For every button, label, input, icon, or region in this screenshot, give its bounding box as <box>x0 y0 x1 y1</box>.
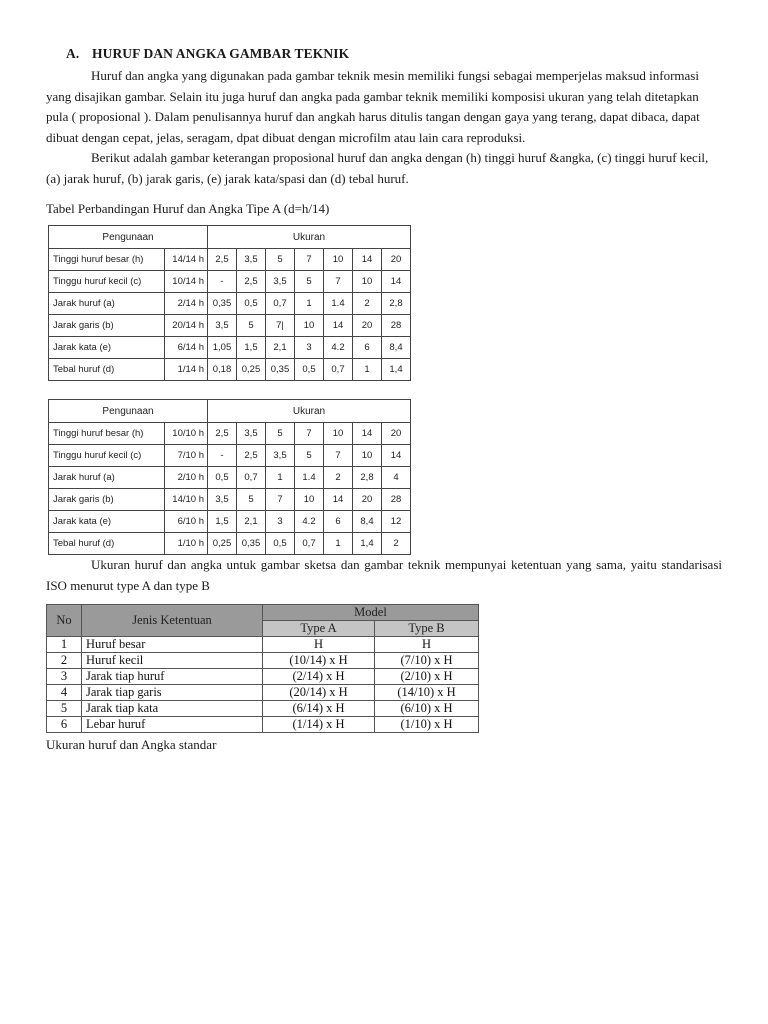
row-ratio: 7/10 h <box>165 445 208 467</box>
table-row <box>47 685 479 701</box>
table-row <box>49 511 411 533</box>
table-row <box>49 533 411 555</box>
table-row <box>47 637 479 653</box>
row-label: Jarak garis (b) <box>49 489 165 511</box>
row-label: Tebal huruf (d) <box>49 359 165 381</box>
row-value: 1 <box>295 293 324 315</box>
table-row <box>49 315 411 337</box>
header-pengunaan: Pengunaan <box>49 226 208 249</box>
row-value: 28 <box>382 489 411 511</box>
table-row <box>49 467 411 489</box>
row-value: 5 <box>295 445 324 467</box>
row-no: 5 <box>47 701 82 717</box>
row-value: 2 <box>382 533 411 555</box>
row-type-b: (2/10) x H <box>375 669 479 685</box>
row-label: Tebal huruf (d) <box>49 533 165 555</box>
row-label: Tinggi huruf besar (h) <box>49 423 165 445</box>
table-row <box>49 359 411 381</box>
row-value: 6 <box>324 511 353 533</box>
row-value: 10 <box>353 445 382 467</box>
row-label: Jarak huruf (a) <box>49 467 165 489</box>
paragraph-iso: Ukuran huruf dan angka untuk gambar sketsa dan gambar teknik mempunyai ketentuan yang sama, yaitu standarisasi ISO menurut type A dan type B <box>46 557 722 593</box>
row-ratio: 20/14 h <box>165 315 208 337</box>
row-value: 2,8 <box>353 467 382 489</box>
row-ratio: 10/14 h <box>165 271 208 293</box>
table-row <box>49 445 411 467</box>
table-row <box>49 271 411 293</box>
row-label: Jarak kata (e) <box>49 511 165 533</box>
row-value: 2,8 <box>382 293 411 315</box>
row-type-b: H <box>375 637 479 653</box>
row-value: 10 <box>295 489 324 511</box>
row-value: 5 <box>237 489 266 511</box>
row-value: 1,5 <box>208 511 237 533</box>
row-no: 1 <box>47 637 82 653</box>
row-value: 5 <box>237 315 266 337</box>
row-value: 1,05 <box>208 337 237 359</box>
header-ukuran: Ukuran <box>208 226 411 249</box>
table-row <box>47 717 479 733</box>
row-value: 2 <box>324 467 353 489</box>
header-pengunaan: Pengunaan <box>49 400 208 423</box>
row-jenis: Lebar huruf <box>82 717 263 733</box>
row-type-b: (1/10) x H <box>375 717 479 733</box>
table-row <box>49 423 411 445</box>
row-type-a: (6/14) x H <box>263 701 375 717</box>
row-ratio: 14/14 h <box>165 249 208 271</box>
table-row <box>49 293 411 315</box>
table-type-b <box>48 399 411 555</box>
table-row <box>47 669 479 685</box>
row-value: 2,5 <box>208 249 237 271</box>
row-label: Tinggi huruf besar (h) <box>49 249 165 271</box>
row-value: 3,5 <box>266 271 295 293</box>
row-value: 0,35 <box>208 293 237 315</box>
row-value: - <box>208 445 237 467</box>
section-number: A. <box>66 46 80 61</box>
row-value: 0,18 <box>208 359 237 381</box>
row-label: Tinggu huruf kecil (c) <box>49 445 165 467</box>
row-value: 10 <box>324 423 353 445</box>
row-value: 2,5 <box>208 423 237 445</box>
row-value: 2,5 <box>237 271 266 293</box>
row-value: 10 <box>324 249 353 271</box>
section-title: HURUF DAN ANGKA GAMBAR TEKNIK <box>92 46 350 61</box>
row-value: 4.2 <box>324 337 353 359</box>
row-value: 0,25 <box>208 533 237 555</box>
row-no: 4 <box>47 685 82 701</box>
row-value: 14 <box>382 445 411 467</box>
row-value: 4 <box>382 467 411 489</box>
table-caption: Tabel Perbandingan Huruf dan Angka Tipe A (d=h/14) <box>46 201 330 216</box>
row-value: 0,25 <box>237 359 266 381</box>
row-ratio: 1/14 h <box>165 359 208 381</box>
row-value: - <box>208 271 237 293</box>
row-value: 1.4 <box>295 467 324 489</box>
row-value: 7 <box>324 271 353 293</box>
document-page <box>46 46 722 753</box>
table-header-row <box>49 226 411 249</box>
row-value: 0,7 <box>295 533 324 555</box>
row-no: 6 <box>47 717 82 733</box>
row-type-b: (7/10) x H <box>375 653 479 669</box>
header-model: Model <box>263 605 479 621</box>
bottom-caption: Ukuran huruf dan Angka standar <box>46 737 217 752</box>
row-value: 14 <box>382 271 411 293</box>
paragraph-proportions: Berikut adalah gambar keterangan proposional huruf dan angka dengan (h) tinggi huruf &angka, (c) tinggi huruf kecil, (a) jarak huruf, (b) jarak garis, (e) jarak kata/spasi dan (d) tebal huruf. <box>46 150 709 186</box>
row-value: 0,5 <box>208 467 237 489</box>
table-header-row <box>49 400 411 423</box>
row-type-b: (14/10) x H <box>375 685 479 701</box>
row-value: 10 <box>295 315 324 337</box>
row-value: 1,4 <box>353 533 382 555</box>
row-value: 5 <box>266 423 295 445</box>
row-value: 0,7 <box>324 359 353 381</box>
row-type-b: (6/10) x H <box>375 701 479 717</box>
row-label: Jarak huruf (a) <box>49 293 165 315</box>
row-value: 0,5 <box>295 359 324 381</box>
row-value: 7 <box>295 423 324 445</box>
header-ukuran: Ukuran <box>208 400 411 423</box>
row-value: 7 <box>324 445 353 467</box>
row-no: 3 <box>47 669 82 685</box>
row-ratio: 14/10 h <box>165 489 208 511</box>
row-value: 3,5 <box>208 489 237 511</box>
row-jenis: Jarak tiap kata <box>82 701 263 717</box>
row-value: 1,4 <box>382 359 411 381</box>
row-value: 5 <box>295 271 324 293</box>
row-label: Jarak kata (e) <box>49 337 165 359</box>
row-value: 0,5 <box>237 293 266 315</box>
row-value: 20 <box>353 489 382 511</box>
row-type-a: H <box>263 637 375 653</box>
header-no: No <box>47 605 82 637</box>
row-no: 2 <box>47 653 82 669</box>
row-value: 3 <box>295 337 324 359</box>
table-type-a <box>48 225 411 381</box>
header-type-b: Type B <box>375 621 479 637</box>
row-value: 1 <box>266 467 295 489</box>
row-jenis: Jarak tiap garis <box>82 685 263 701</box>
row-value: 0,5 <box>266 533 295 555</box>
row-value: 3,5 <box>208 315 237 337</box>
row-value: 2,1 <box>237 511 266 533</box>
row-type-a: (2/14) x H <box>263 669 375 685</box>
row-value: 20 <box>382 423 411 445</box>
section-heading <box>66 46 722 62</box>
row-value: 5 <box>266 249 295 271</box>
row-type-a: (10/14) x H <box>263 653 375 669</box>
row-ratio: 2/10 h <box>165 467 208 489</box>
row-value: 3,5 <box>237 249 266 271</box>
row-value: 8,4 <box>353 511 382 533</box>
row-jenis: Huruf kecil <box>82 653 263 669</box>
row-value: 3,5 <box>237 423 266 445</box>
row-value: 7 <box>295 249 324 271</box>
row-label: Jarak garis (b) <box>49 315 165 337</box>
row-value: 14 <box>324 489 353 511</box>
row-ratio: 10/10 h <box>165 423 208 445</box>
row-value: 2,1 <box>266 337 295 359</box>
row-value: 1 <box>353 359 382 381</box>
row-value: 14 <box>324 315 353 337</box>
table-row <box>49 337 411 359</box>
header-jenis-ketentuan: Jenis Ketentuan <box>82 605 263 637</box>
row-value: 1,5 <box>237 337 266 359</box>
header-type-a: Type A <box>263 621 375 637</box>
row-value: 7| <box>266 315 295 337</box>
table-iso-standard <box>46 604 479 733</box>
paragraph-intro: Huruf dan angka yang digunakan pada gambar teknik mesin memiliki fungsi sebagai memperjelas maksud informasi yang disajikan gambar. Selain itu juga huruf dan angka pada gambar teknik memiliki komposisi ukuran yang telah ditetapkan pula ( proposional ). Dalam penulisannya huruf dan angkah harus ditulis tangan dengan gaya yang terang, dapat dibaca, dapat dibuat dengan cepat, jelas, seragam, dpat dibuat dengan microfilm atau lain cara reproduksi. <box>46 68 700 145</box>
row-value: 10 <box>353 271 382 293</box>
table-row <box>47 701 479 717</box>
row-type-a: (1/14) x H <box>263 717 375 733</box>
table-row <box>49 489 411 511</box>
row-type-a: (20/14) x H <box>263 685 375 701</box>
row-value: 3,5 <box>266 445 295 467</box>
row-value: 6 <box>353 337 382 359</box>
table-row <box>49 249 411 271</box>
row-label: Tinggu huruf kecil (c) <box>49 271 165 293</box>
row-ratio: 6/10 h <box>165 511 208 533</box>
row-value: 7 <box>266 489 295 511</box>
row-value: 20 <box>382 249 411 271</box>
row-ratio: 6/14 h <box>165 337 208 359</box>
row-ratio: 2/14 h <box>165 293 208 315</box>
row-value: 20 <box>353 315 382 337</box>
row-value: 3 <box>266 511 295 533</box>
row-value: 28 <box>382 315 411 337</box>
row-jenis: Jarak tiap huruf <box>82 669 263 685</box>
row-value: 2,5 <box>237 445 266 467</box>
row-value: 14 <box>353 423 382 445</box>
row-value: 2 <box>353 293 382 315</box>
row-value: 8,4 <box>382 337 411 359</box>
row-value: 4.2 <box>295 511 324 533</box>
row-value: 0,7 <box>266 293 295 315</box>
row-value: 0,7 <box>237 467 266 489</box>
row-value: 1 <box>324 533 353 555</box>
row-ratio: 1/10 h <box>165 533 208 555</box>
row-value: 1.4 <box>324 293 353 315</box>
row-value: 12 <box>382 511 411 533</box>
table-row <box>47 653 479 669</box>
row-value: 0,35 <box>266 359 295 381</box>
row-value: 14 <box>353 249 382 271</box>
row-value: 0,35 <box>237 533 266 555</box>
row-jenis: Huruf besar <box>82 637 263 653</box>
